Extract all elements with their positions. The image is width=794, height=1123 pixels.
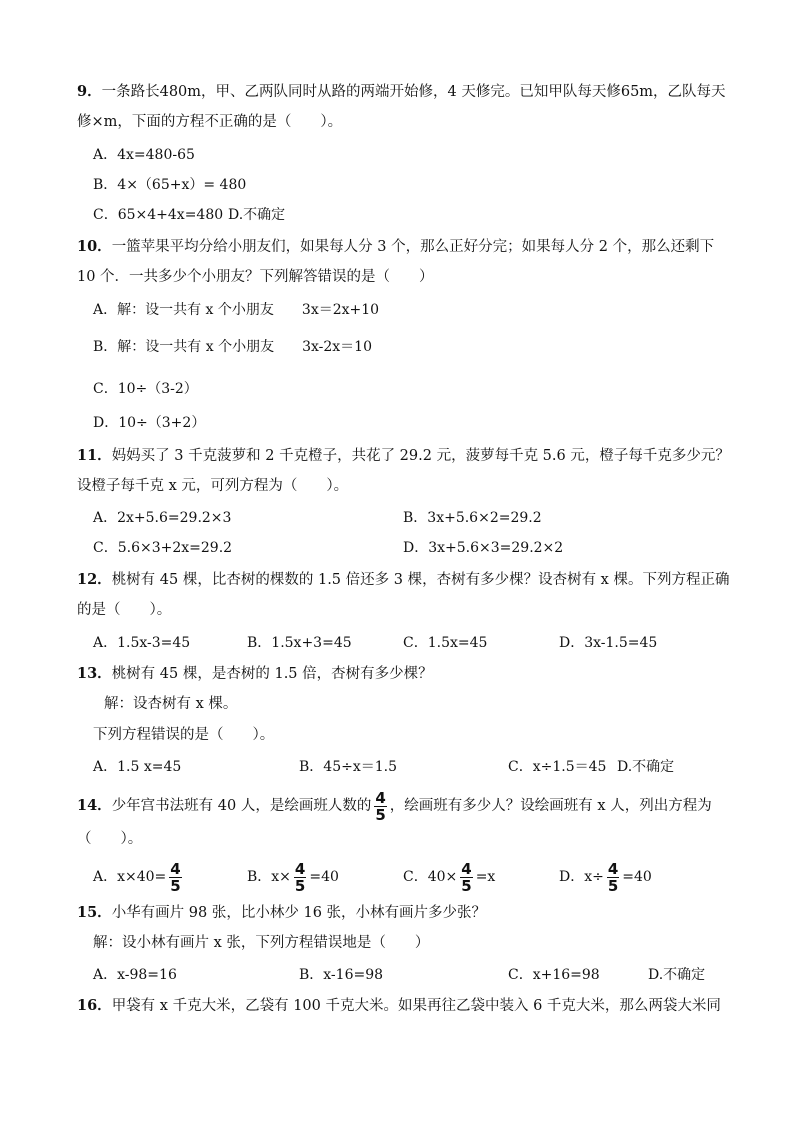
question-12-line-2: 的是（ ）。	[77, 602, 172, 618]
fraction-four-fifths: $\frac{4}{5}$	[170, 859, 181, 895]
question-14-option-d[interactable]: D．x÷ $\frac{4}{5}$ =40	[559, 859, 652, 895]
question-14-option-c[interactable]: C．40× $\frac{4}{5}$ =x	[403, 859, 496, 895]
question-12-text: 桃树有 45 棵，比杏树的棵数的 1.5 倍还多 3 棵，杏树有多少棵？设杏树有 x 棵。下列方程正确	[111, 572, 730, 588]
question-14-option-b[interactable]: B．x× $\frac{4}{5}$ =40	[247, 859, 339, 895]
question-10-option-c[interactable]: C．10÷（3-2）	[93, 381, 198, 397]
question-15-option-b[interactable]: B．x-16=98	[299, 967, 384, 983]
question-10-number: 10．	[77, 238, 112, 255]
question-15-text: 小华有画片 98 张，比小林少 16 张，小林有画片多少张？	[111, 905, 487, 921]
question-11-number: 11．	[77, 447, 112, 464]
question-13-option-c[interactable]: C．x÷1.5＝45	[508, 759, 607, 775]
question-13-solution: 解：设杏树有 x 棵。	[104, 696, 238, 712]
question-15-solution: 解：设小林有画片 x 张，下列方程错误地是（ ）	[93, 935, 430, 951]
question-15-option-a[interactable]: A．x-98=16	[93, 967, 177, 983]
question-9-option-b[interactable]: B．4×（65+x）= 480	[93, 177, 247, 193]
question-10-text: 一篮苹果平均分给小朋友们，如果每人分 3 个，那么正好分完；如果每人分 2 个，那么还剩下	[111, 239, 715, 255]
question-15-line-1	[77, 903, 486, 923]
question-10-option-d[interactable]: D．10÷（3+2）	[93, 415, 206, 431]
fraction-four-fifths: $\frac{4}{5}$	[375, 788, 386, 824]
question-9-option-c[interactable]: C．65×4+4x=480	[93, 207, 224, 223]
question-9-option-d[interactable]: D.不确定	[228, 207, 286, 223]
question-14-text-a: 少年宫书法班有 40 人，是绘画班人数的	[111, 798, 372, 814]
question-11-option-a[interactable]: A．2x+5.6=29.2×3	[93, 510, 232, 526]
question-9-option-a[interactable]: A．4x=480-65	[93, 147, 195, 163]
question-13-line-1	[77, 664, 433, 684]
question-12-option-b[interactable]: B．1.5x+3=45	[247, 635, 352, 651]
question-11-option-b[interactable]: B．3x+5.6×2=29.2	[403, 510, 542, 526]
question-10-option-b[interactable]: B．解：设一共有 x 个小朋友 3x-2x＝10	[93, 339, 372, 355]
question-9-line-1	[77, 82, 726, 102]
question-9-number: 9．	[77, 83, 102, 100]
question-12-line-1	[77, 570, 729, 590]
question-13-option-d[interactable]: D.不确定	[617, 759, 675, 775]
question-15-option-d[interactable]: D.不确定	[648, 967, 706, 983]
question-10-line-2: 10 个．一共多少个小朋友？下列解答错误的是（ ）	[77, 269, 434, 285]
question-12-option-d[interactable]: D．3x-1.5=45	[559, 635, 658, 651]
question-13-option-b[interactable]: B．45÷x＝1.5	[299, 759, 397, 775]
question-9-line-2: 修×m，下面的方程不正确的是（ ）。	[77, 114, 343, 130]
question-13-number: 13．	[77, 665, 112, 682]
question-13-option-a[interactable]: A．1.5 x=45	[93, 759, 182, 775]
question-14-line-2: （ ）。	[77, 831, 143, 847]
question-14-text-b: ，绘画班有多少人？设绘画班有 x 人，列出方程为	[389, 798, 712, 814]
question-11-option-d[interactable]: D．3x+5.6×3=29.2×2	[403, 540, 564, 556]
question-16-line-1	[77, 996, 721, 1016]
question-11-line-1	[77, 446, 730, 466]
question-16-text: 甲袋有 x 千克大米，乙袋有 100 千克大米。如果再往乙袋中装入 6 千克大米，那么两袋大米同	[111, 998, 721, 1014]
question-12-option-c[interactable]: C．1.5x=45	[403, 635, 488, 651]
question-15-number: 15．	[77, 904, 112, 921]
question-12-option-a[interactable]: A．1.5x-3=45	[93, 635, 191, 651]
question-11-text: 妈妈买了 3 千克菠萝和 2 千克橙子，共花了 29.2 元，菠萝每千克 5.6 元，橙子每千克多少元？	[111, 448, 730, 464]
question-15-option-c[interactable]: C．x+16=98	[508, 967, 600, 983]
question-11-line-2: 设橙子每千克 x 元，可列方程为（ ）。	[77, 478, 349, 494]
question-11-option-c[interactable]: C．5.6×3+2x=29.2	[93, 540, 233, 556]
question-10-option-a[interactable]: A．解：设一共有 x 个小朋友 3x＝2x+10	[93, 302, 380, 318]
question-13-text: 桃树有 45 棵，是杏树的 1.5 倍，杏树有多少棵？	[111, 666, 433, 682]
fraction-four-fifths: $\frac{4}{5}$	[607, 859, 619, 895]
question-14-option-a[interactable]: A．x×40= $\frac{4}{5}$	[93, 859, 181, 895]
fraction-four-fifths: $\frac{4}{5}$	[461, 859, 472, 895]
question-14-number: 14．	[77, 797, 112, 814]
question-9-text: 一条路长480m，甲、乙两队同时从路的两端开始修，4 天修完。已知甲队每天修65m，乙队每天	[101, 84, 726, 100]
question-14-line-1	[77, 789, 712, 823]
question-16-number: 16．	[77, 997, 112, 1014]
question-10-line-1	[77, 237, 714, 257]
question-13-prompt: 下列方程错误的是（ ）。	[93, 727, 275, 743]
question-12-number: 12．	[77, 571, 112, 588]
fraction-four-fifths: $\frac{4}{5}$	[294, 859, 306, 895]
